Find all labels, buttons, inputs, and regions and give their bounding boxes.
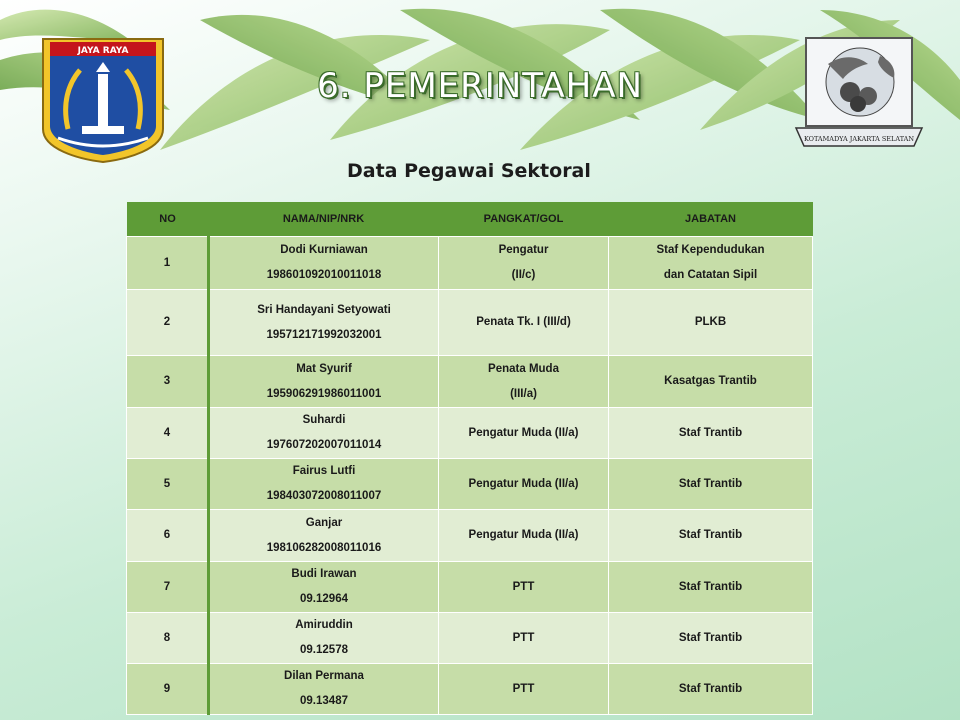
employee-table (126, 202, 813, 715)
rank-line: Penata Tk. I (III/d) (476, 316, 571, 328)
position-line: PLKB (694, 316, 727, 328)
table-header-row (127, 202, 813, 237)
cell-name-id (209, 290, 439, 356)
cell-position (609, 356, 813, 408)
employee-id: 09.13487 (300, 695, 348, 707)
cell-no: 8 (127, 613, 209, 664)
cell-rank (439, 408, 609, 459)
position-line: Kasatgas Trantib (664, 375, 757, 387)
employee-name: Budi Irawan (291, 568, 357, 580)
header-rank: PANGKAT/GOL (439, 202, 609, 237)
rank-line: Pengatur Muda (II/a) (468, 477, 579, 490)
position-line: dan Catatan Sipil (663, 269, 758, 281)
position-line: Staf Kependudukan (656, 244, 765, 256)
position-line: Staf Trantib (678, 477, 743, 490)
table-row (127, 613, 813, 664)
cell-rank (439, 613, 609, 664)
position-line: Staf Trantib (678, 631, 743, 644)
cell-position (609, 664, 813, 715)
cell-no: 9 (127, 664, 209, 715)
header-no: NO (127, 202, 209, 237)
rank-line: Pengatur Muda (II/a) (468, 529, 579, 541)
rank-line: PTT (512, 682, 535, 695)
cell-no: 3 (127, 356, 209, 408)
svg-text:JAYA RAYA: JAYA RAYA (77, 46, 129, 56)
cell-name-id (209, 664, 439, 715)
cell-rank (439, 237, 609, 290)
position-line: Staf Trantib (678, 682, 743, 695)
cell-name-id (209, 613, 439, 664)
cell-position (609, 290, 813, 356)
table-row (127, 356, 813, 408)
employee-id: 198601092010011018 (266, 269, 382, 281)
table-row (127, 237, 813, 290)
employee-id: 197607202007011014 (266, 439, 382, 451)
header-name: NAMA/NIP/NRK (209, 202, 439, 237)
rank-line: Pengatur Muda (II/a) (468, 426, 579, 439)
cell-rank (439, 290, 609, 356)
employee-id: 195906291986011001 (266, 387, 382, 400)
cell-position (609, 510, 813, 562)
cell-position (609, 459, 813, 510)
cell-name-id (209, 510, 439, 562)
employee-name: Fairus Lutfi (292, 465, 356, 477)
slide-title: 6. PEMERINTAHAN (317, 66, 643, 106)
cell-position (609, 562, 813, 613)
rank-line: (III/a) (510, 387, 537, 400)
employee-name: Suhardi (302, 414, 346, 426)
employee-name: Amiruddin (295, 619, 353, 631)
cell-rank (439, 664, 609, 715)
cell-name-id (209, 459, 439, 510)
employee-name: Dodi Kurniawan (280, 244, 368, 256)
table-row (127, 562, 813, 613)
employee-name: Mat Syurif (296, 362, 352, 375)
cell-name-id (209, 356, 439, 408)
header-position: JABATAN (609, 202, 813, 237)
table-row (127, 408, 813, 459)
employee-name: Sri Handayani Setyowati (257, 303, 391, 316)
cell-no: 6 (127, 510, 209, 562)
cell-name-id (209, 562, 439, 613)
employee-id: 09.12964 (300, 593, 348, 605)
cell-no: 2 (127, 290, 209, 356)
employee-id: 195712171992032001 (266, 328, 382, 341)
cell-position (609, 408, 813, 459)
position-line: Staf Trantib (678, 580, 743, 593)
rank-line: (II/c) (511, 269, 536, 281)
rank-line: Pengatur (498, 244, 549, 256)
employee-id: 09.12578 (300, 644, 348, 656)
cell-no: 7 (127, 562, 209, 613)
cell-rank (439, 356, 609, 408)
employee-name: Dilan Permana (284, 670, 364, 682)
employee-id: 198106282008011016 (266, 541, 382, 554)
employee-id: 198403072008011007 (266, 490, 382, 502)
table-row (127, 510, 813, 562)
slide-subtitle: Data Pegawai Sektoral (347, 160, 591, 182)
cell-rank (439, 562, 609, 613)
cell-rank (439, 459, 609, 510)
cell-name-id (209, 237, 439, 290)
position-line: Staf Trantib (678, 426, 743, 439)
table-row (127, 290, 813, 356)
svg-text:KOTAMADYA JAKARTA SELATAN: KOTAMADYA JAKARTA SELATAN (803, 135, 915, 143)
cell-name-id (209, 408, 439, 459)
cell-position (609, 237, 813, 290)
table-row (127, 664, 813, 715)
cell-no: 4 (127, 408, 209, 459)
cell-rank (439, 510, 609, 562)
position-line: Staf Trantib (678, 529, 743, 541)
employee-name: Ganjar (305, 516, 343, 529)
cell-position (609, 613, 813, 664)
table-row (127, 459, 813, 510)
rank-line: PTT (512, 580, 535, 593)
cell-no: 5 (127, 459, 209, 510)
rank-line: Penata Muda (488, 362, 559, 375)
cell-no: 1 (127, 237, 209, 290)
rank-line: PTT (512, 631, 535, 644)
